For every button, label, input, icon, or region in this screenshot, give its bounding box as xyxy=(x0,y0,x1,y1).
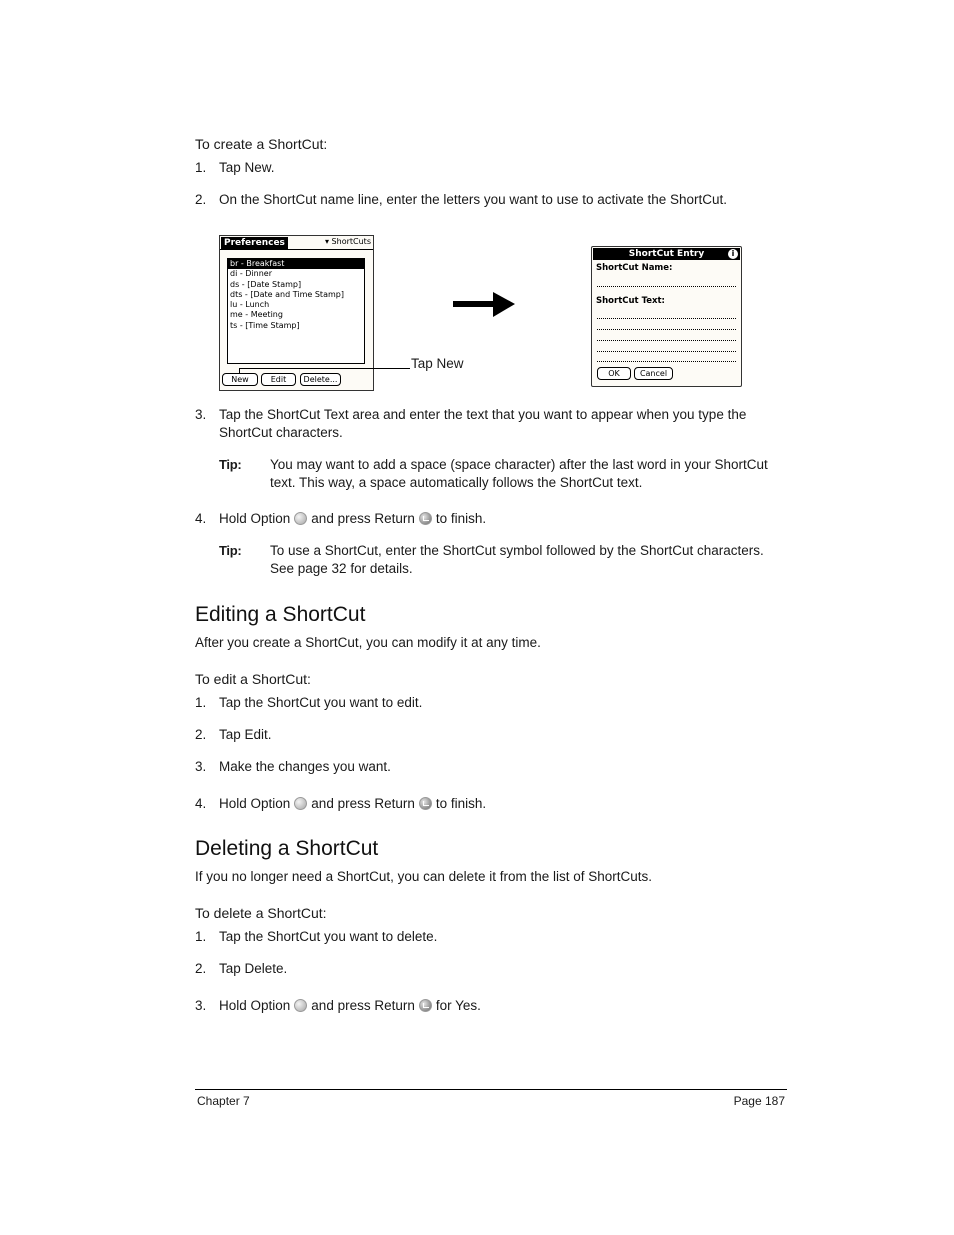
step-number: 2. xyxy=(195,961,207,976)
option-button-icon xyxy=(294,999,307,1012)
step-number: 3. xyxy=(195,759,207,774)
shortcut-text-label: ShortCut Text: xyxy=(596,296,665,306)
step-text: Hold Option xyxy=(219,796,291,811)
delete-button: Delete... xyxy=(300,373,341,386)
list-item: lu - Lunch xyxy=(230,300,270,310)
tip-label: Tip: xyxy=(219,543,242,558)
section-intro: If you no longer need a ShortCut, you can delete it from the list of ShortCuts. xyxy=(195,869,653,884)
return-button-icon xyxy=(419,999,432,1012)
screen-title: Preferences xyxy=(221,237,288,250)
info-icon: i xyxy=(728,249,738,259)
step-number: 1. xyxy=(195,929,207,944)
text-line xyxy=(597,361,736,362)
step-text: and press Return xyxy=(311,511,415,526)
shortcut-list xyxy=(227,258,365,364)
cancel-button: Cancel xyxy=(634,367,673,380)
footer-page-number: Page 187 xyxy=(733,1094,785,1108)
step-text: Tap New. xyxy=(219,160,275,175)
text-line xyxy=(597,318,736,319)
step-text: Tap Edit. xyxy=(219,727,272,742)
text-line xyxy=(597,351,736,352)
step-text-option-return xyxy=(219,997,481,1015)
procedure-heading-edit: To edit a ShortCut: xyxy=(195,671,311,687)
step-text: Tap the ShortCut Text area and enter the text that you want to appear when you type the xyxy=(219,407,747,422)
step-text: Tap the ShortCut you want to delete. xyxy=(219,929,438,944)
step-text-option-return xyxy=(219,510,486,528)
step-text: On the ShortCut name line, enter the letters you want to use to activate the ShortCut. xyxy=(219,192,728,207)
step-number: 4. xyxy=(195,796,207,811)
step-text-option-return xyxy=(219,795,486,813)
name-line xyxy=(597,286,736,287)
step-text: Tap the ShortCut you want to edit. xyxy=(219,695,423,710)
text-line xyxy=(597,329,736,330)
new-button: New xyxy=(222,373,258,386)
list-item: br - Breakfast xyxy=(228,259,364,269)
tip-text: See page 32 for details. xyxy=(270,561,413,576)
shortcut-name-label: ShortCut Name: xyxy=(596,263,673,273)
text-line xyxy=(597,340,736,341)
step-number: 4. xyxy=(195,511,207,526)
tip-label: Tip: xyxy=(219,457,242,472)
ok-button: OK xyxy=(597,367,631,380)
step-text: for Yes. xyxy=(435,998,481,1013)
procedure-heading-delete: To delete a ShortCut: xyxy=(195,905,327,921)
edit-button: Edit xyxy=(261,373,296,386)
tip-text: text. This way, a space automatically follows the ShortCut text. xyxy=(270,475,643,490)
tip-text: To use a ShortCut, enter the ShortCut symbol followed by the ShortCut characters. xyxy=(270,543,764,558)
list-item: di - Dinner xyxy=(230,269,273,279)
list-item: me - Meeting xyxy=(230,310,283,320)
right-arrow-icon xyxy=(453,290,517,320)
category-picker: ▾ ShortCuts xyxy=(325,237,371,246)
step-text: and press Return xyxy=(311,998,415,1013)
section-title-editing: Editing a ShortCut xyxy=(195,603,366,626)
footer-rule xyxy=(195,1089,787,1090)
return-button-icon xyxy=(419,797,432,810)
step-text: Make the changes you want. xyxy=(219,759,391,774)
footer-chapter: Chapter 7 xyxy=(197,1094,250,1108)
callout-tick xyxy=(239,368,240,374)
step-text: Hold Option xyxy=(219,998,291,1013)
title-divider xyxy=(220,249,373,250)
step-text: and press Return xyxy=(311,796,415,811)
option-button-icon xyxy=(294,512,307,525)
shortcut-entry-screen-image xyxy=(591,246,742,387)
step-number: 1. xyxy=(195,160,207,175)
list-item: dts - [Date and Time Stamp] xyxy=(230,289,344,299)
callout-line xyxy=(239,368,410,369)
step-number: 2. xyxy=(195,192,207,207)
step-number: 3. xyxy=(195,998,207,1013)
option-button-icon xyxy=(294,797,307,810)
callout-label: Tap New xyxy=(411,356,464,371)
section-title-deleting: Deleting a ShortCut xyxy=(195,837,379,860)
step-text: Hold Option xyxy=(219,511,291,526)
step-text: to finish. xyxy=(435,796,487,811)
step-number: 3. xyxy=(195,407,207,422)
return-button-icon xyxy=(419,512,432,525)
dialog-title: ShortCut Entry xyxy=(593,248,740,260)
list-item: ds - [Date Stamp] xyxy=(230,279,302,289)
step-number: 2. xyxy=(195,727,207,742)
step-text: to finish. xyxy=(435,511,487,526)
step-number: 1. xyxy=(195,695,207,710)
section-intro: After you create a ShortCut, you can modify it at any time. xyxy=(195,635,541,650)
step-text: Tap Delete. xyxy=(219,961,288,976)
list-item: ts - [Time Stamp] xyxy=(230,320,300,330)
tip-text: You may want to add a space (space character) after the last word in your ShortCut xyxy=(270,457,768,472)
step-text: ShortCut characters. xyxy=(219,425,343,440)
procedure-heading-create: To create a ShortCut: xyxy=(195,136,328,152)
